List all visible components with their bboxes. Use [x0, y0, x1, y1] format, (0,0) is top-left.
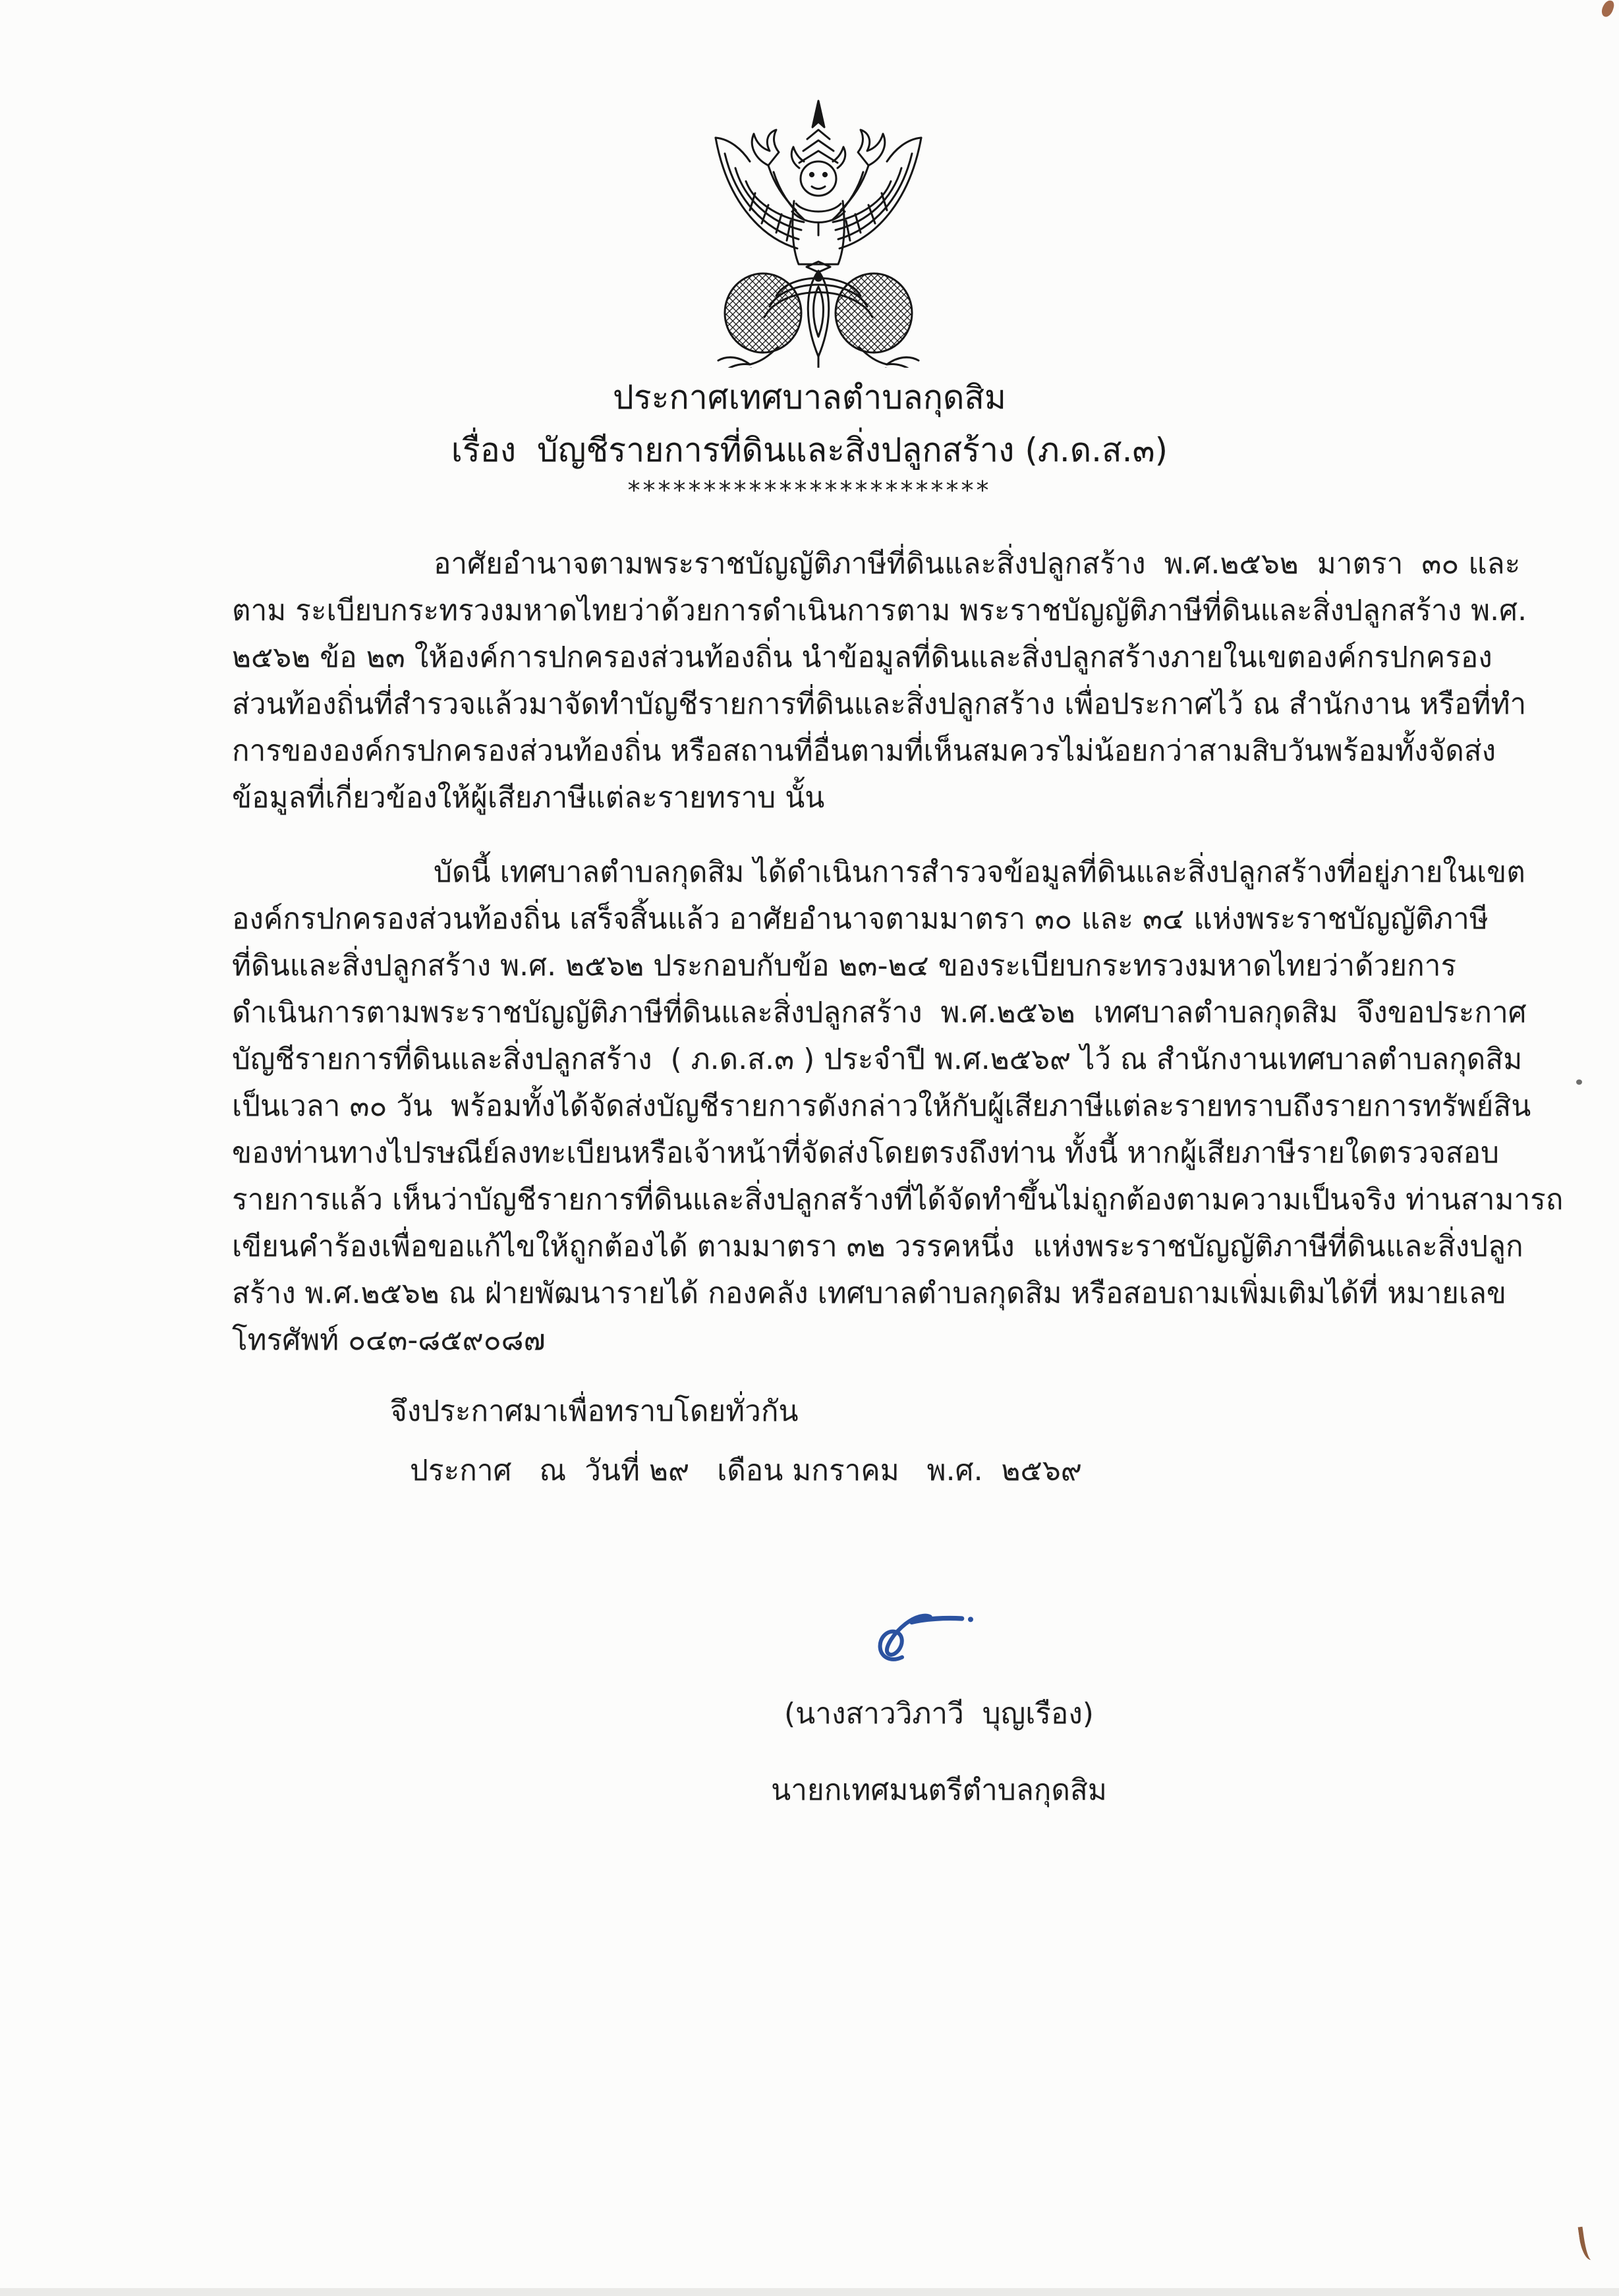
body-line: รายการแล้ว เห็นว่าบัญชีรายการที่ดินและสิ่งปลูกสร้างที่ได้จัดทำขึ้นไม่ถูกต้องตามความเป็นจริง ท่านสามารถ	[232, 1183, 1564, 1217]
body-line: บัดนี้ เทศบาลตำบลกุดสิม ได้ดำเนินการสำรวจข้อมูลที่ดินและสิ่งปลูกสร้างที่อยู่ภายในเขต	[434, 855, 1525, 889]
announcement-subject: เรื่อง บัญชีรายการที่ดินและสิ่งปลูกสร้าง (ภ.ด.ส.๓)	[451, 431, 1168, 469]
body-line: สร้าง พ.ศ.๒๕๖๒ ณ ฝ่ายพัฒนารายได้ กองคลัง เทศบาลตำบลกุดสิม หรือสอบถามเพิ่มเติมได้ที่ หมายเลข	[232, 1277, 1507, 1310]
signer-name: (นางสาววิภาวี บุญเรือง)	[784, 1697, 1094, 1731]
closing-line: จึงประกาศมาเพื่อทราบโดยทั่วกัน	[390, 1394, 799, 1428]
body-line: ส่วนท้องถิ่นที่สำรวจแล้วมาจัดทำบัญชีรายการที่ดินและสิ่งปลูกสร้าง เพื่อประกาศไว้ ณ สำนักงาน หรือที่ทำ	[232, 687, 1527, 721]
paragraph-1	[232, 540, 1527, 821]
scan-fleck-bottom-right	[1577, 2225, 1595, 2261]
signer-title: นายกเทศมนตรีตำบลกุดสิม	[771, 1773, 1107, 1807]
signature-block	[593, 1582, 1285, 1812]
signature-ink	[860, 1582, 1018, 1687]
announcement-title: ประกาศเทศบาลตำบลกุดสิม	[613, 378, 1006, 416]
body-line: เขียนคำร้องเพื่อขอแก้ไขให้ถูกต้องได้ ตามมาตรา ๓๒ วรรคหนึ่ง แห่งพระราชบัญญัติภาษีที่ดินและสิ่งปลูก	[232, 1230, 1523, 1263]
body-line: ที่ดินและสิ่งปลูกสร้าง พ.ศ. ๒๕๖๒ ประกอบกับข้อ ๒๓-๒๔ ของระเบียบกระทรวงมหาดไทยว่าด้วยการ	[232, 949, 1457, 983]
scan-dot-right-margin	[1576, 1079, 1582, 1085]
divider-asterisks: ************************	[627, 476, 992, 505]
paragraph-2	[232, 849, 1564, 1363]
body-line: โทรศัพท์ ๐๔๓-๘๕๙๐๘๗	[232, 1323, 546, 1357]
body-line: ข้อมูลที่เกี่ยวข้องให้ผู้เสียภาษีแต่ละรายทราบ นั้น	[232, 781, 825, 815]
body-line: อาศัยอำนาจตามพระราชบัญญัติภาษีที่ดินและสิ่งปลูกสร้าง พ.ศ.๒๕๖๒ มาตรา ๓๐ และ	[434, 547, 1521, 581]
body-line: ดำเนินการตามพระราชบัญญัติภาษีที่ดินและสิ่งปลูกสร้าง พ.ศ.๒๕๖๒ เทศบาลตำบลกุดสิม จึงขอประกาศ	[232, 996, 1527, 1029]
body-line: ของท่านทางไปรษณีย์ลงทะเบียนหรือเจ้าหน้าที่จัดส่งโดยตรงถึงท่าน ทั้งนี้ หากผู้เสียภาษีรายใดตรวจสอบ	[232, 1136, 1500, 1170]
garuda-emblem	[687, 96, 950, 368]
body-line: ตาม ระเบียบกระทรวงมหาดไทยว่าด้วยการดำเนินการตาม พระราชบัญญัติภาษีที่ดินและสิ่งปลูกสร้าง พ.ศ.	[232, 594, 1527, 627]
scan-fleck-top-right	[1600, 0, 1615, 18]
body-line: การขององค์กรปกครองส่วนท้องถิ่น หรือสถานที่อื่นตามที่เห็นสมควรไม่น้อยกว่าสามสิบวันพร้อมทั้งจัดส่ง	[232, 734, 1496, 768]
date-line: ประกาศ ณ วันที่ ๒๙ เดือน มกราคม พ.ศ. ๒๕๖๙	[410, 1454, 1083, 1487]
body-line: บัญชีรายการที่ดินและสิ่งปลูกสร้าง ( ภ.ด.ส.๓ ) ประจำปี พ.ศ.๒๕๖๙ ไว้ ณ สำนักงานเทศบาลตำบลกุดสิม	[232, 1043, 1523, 1076]
body-line: องค์กรปกครองส่วนท้องถิ่น เสร็จสิ้นแล้ว อาศัยอำนาจตามมาตรา ๓๐ และ ๓๔ แห่งพระราชบัญญัติภาษี	[232, 902, 1489, 936]
body-line: เป็นเวลา ๓๐ วัน พร้อมทั้งได้จัดส่งบัญชีรายการดังกล่าวให้กับผู้เสียภาษีแต่ละรายทราบถึงรายการทรัพย์สิน	[232, 1089, 1531, 1123]
scan-edge-strip	[0, 2288, 1619, 2296]
body-line: ๒๕๖๒ ข้อ ๒๓ ให้องค์การปกครองส่วนท้องถิ่น นำข้อมูลที่ดินและสิ่งปลูกสร้างภายในเขตองค์กรปกครอง	[232, 641, 1492, 674]
